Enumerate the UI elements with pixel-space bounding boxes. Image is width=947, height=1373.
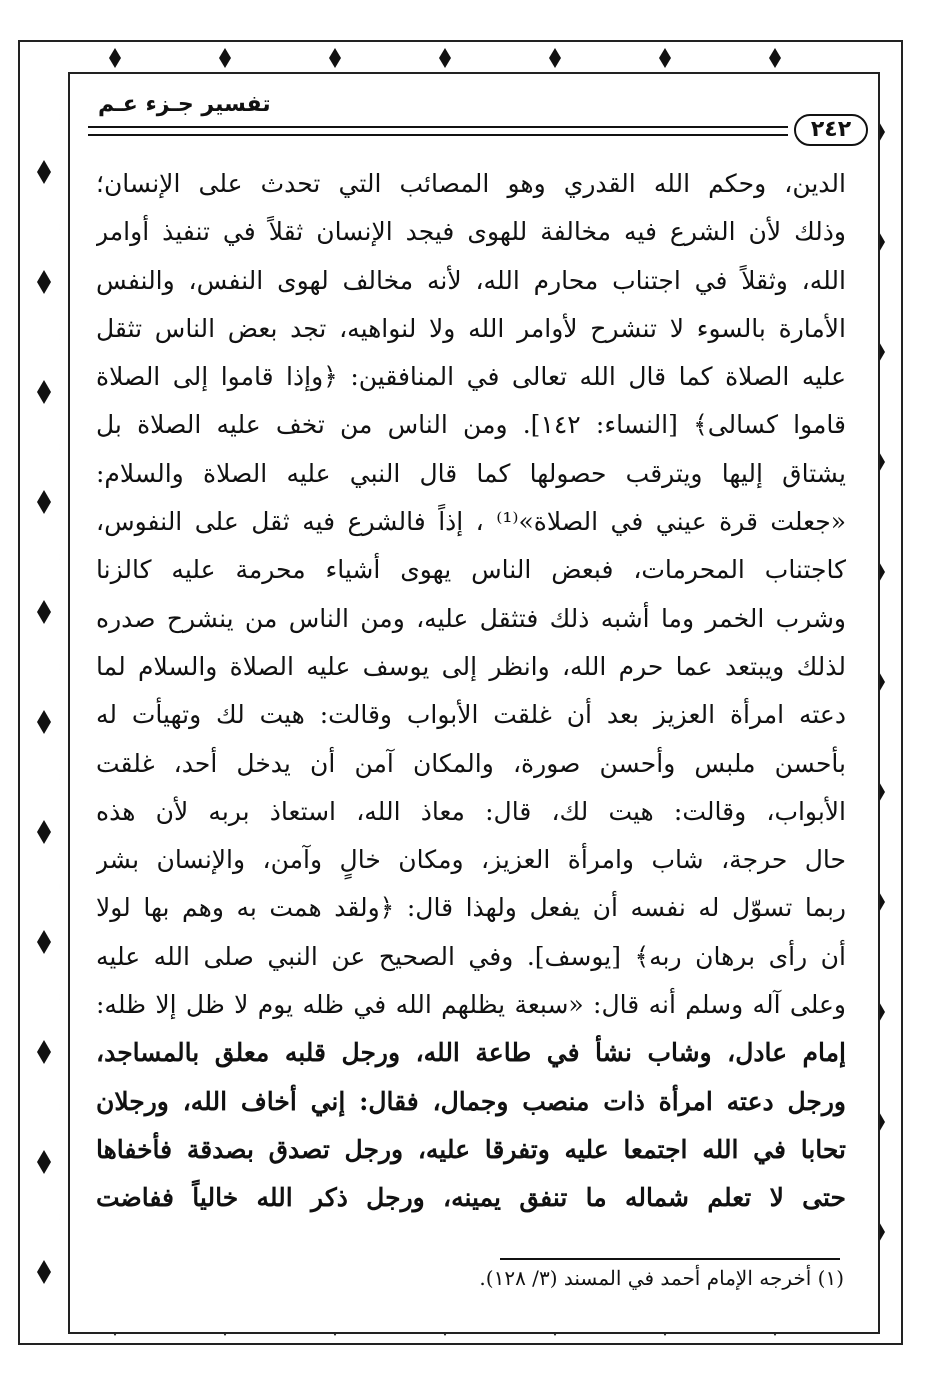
page-number: ٢٤٢: [794, 114, 868, 146]
top-ornament-icon: [20, 42, 902, 72]
book-title: تفسير جـزء عـم: [98, 92, 271, 117]
text-line: تحابا في الله اجتمعا عليه وتفرقا عليه، ورجل تصدق بصدقة فأخفاها: [96, 1134, 846, 1164]
text-line: الله، وثقلاً في اجتناب محارم الله، لأنه مخالف لهوى النفس، والنفس: [96, 265, 846, 295]
header-rule: [88, 126, 788, 136]
footnote: (١) أخرجه الإمام أحمد في المسند (٣/ ١٢٨).: [479, 1266, 844, 1290]
text-line: دعته امرأة العزيز بعد أن غلقت الأبواب وقالت: هيت لك وتهيأت له: [96, 700, 846, 730]
text-line: حتى لا تعلم شماله ما تنفق يمينه، ورجل ذكر الله خالياً ففاضت: [96, 1183, 846, 1213]
text-line: كاجتناب المحرمات، فبعض الناس يهوى أشياء محرمة عليه كالزنا: [96, 555, 846, 585]
footnote-rule: [500, 1258, 840, 1260]
text-line: ربما تسوّل له نفسه أن يفعل ولهذا قال: ﴿ولقد همت به وهم بها لولا: [96, 893, 846, 923]
text-line: «جعلت قرة عيني في الصلاة»⁽¹⁾ ، إذاً فالشرع فيه ثقل على النفوس،: [96, 507, 846, 537]
running-header: [88, 92, 868, 152]
top-ornament-border: [20, 42, 902, 72]
left-ornament-border: [22, 80, 66, 1310]
text-line: وذلك لأن الشرع فيه مخالفة للهوى فيجد الإنسان ثقلاً في تنفيذ أوامر: [96, 217, 846, 247]
left-ornament-icon: [22, 80, 66, 1310]
text-line: لذلك ويبتعد عما حرم الله، وانظر إلى يوسف عليه الصلاة والسلام لما: [96, 651, 846, 681]
text-line: ورجل دعته امرأة ذات منصب وجمال، فقال: إني أخاف الله، ورجلان: [96, 1086, 846, 1116]
text-line: بأحسن ملبس وأحسن صورة، والمكان آمن أن يدخل أحد، غلقت: [96, 748, 846, 778]
text-line: الأمارة بالسوء لا تنشرح لأوامر الله ولا لنواهيه، تجد بعض الناس تثقل: [96, 313, 846, 343]
text-line: عليه الصلاة كما قال الله تعالى في المنافقين: ﴿وإذا قاموا إلى الصلاة: [96, 362, 846, 392]
text-line: يشتاق إليها ويترقب حصولها كما قال النبي عليه الصلاة والسلام:: [96, 458, 846, 488]
text-line: وشرب الخمر وما أشبه ذلك فتثقل عليه، ومن الناس من ينشرح صدره: [96, 603, 846, 633]
text-line: الدين، وحكم الله القدري وهو المصائب التي تحدث على الإنسان؛: [96, 169, 846, 198]
text-line: الأبواب، وقالت: هيت لك، قال: معاذ الله، استعاذ بربه لأن هذه: [96, 796, 846, 826]
text-line: إمام عادل، وشاب نشأ في طاعة الله، ورجل قلبه معلق بالمساجد،: [96, 1038, 846, 1068]
text-line: قاموا كسالى﴾ [النساء: ١٤٢]. ومن الناس من تخف عليه الصلاة بل: [96, 410, 846, 440]
body-text: [96, 160, 846, 1223]
text-line: حال حرجة، شاب وامرأة العزيز، ومكان خالٍ وآمن، والإنسان بشر: [96, 845, 846, 875]
text-line: أن رأى برهان ربه﴾ [يوسف]. وفي الصحيح عن النبي صلى الله عليه: [96, 941, 846, 971]
text-line: وعلى آله وسلم أنه قال: «سبعة يظلهم الله في ظله يوم لا ظل إلا ظله:: [96, 990, 846, 1020]
